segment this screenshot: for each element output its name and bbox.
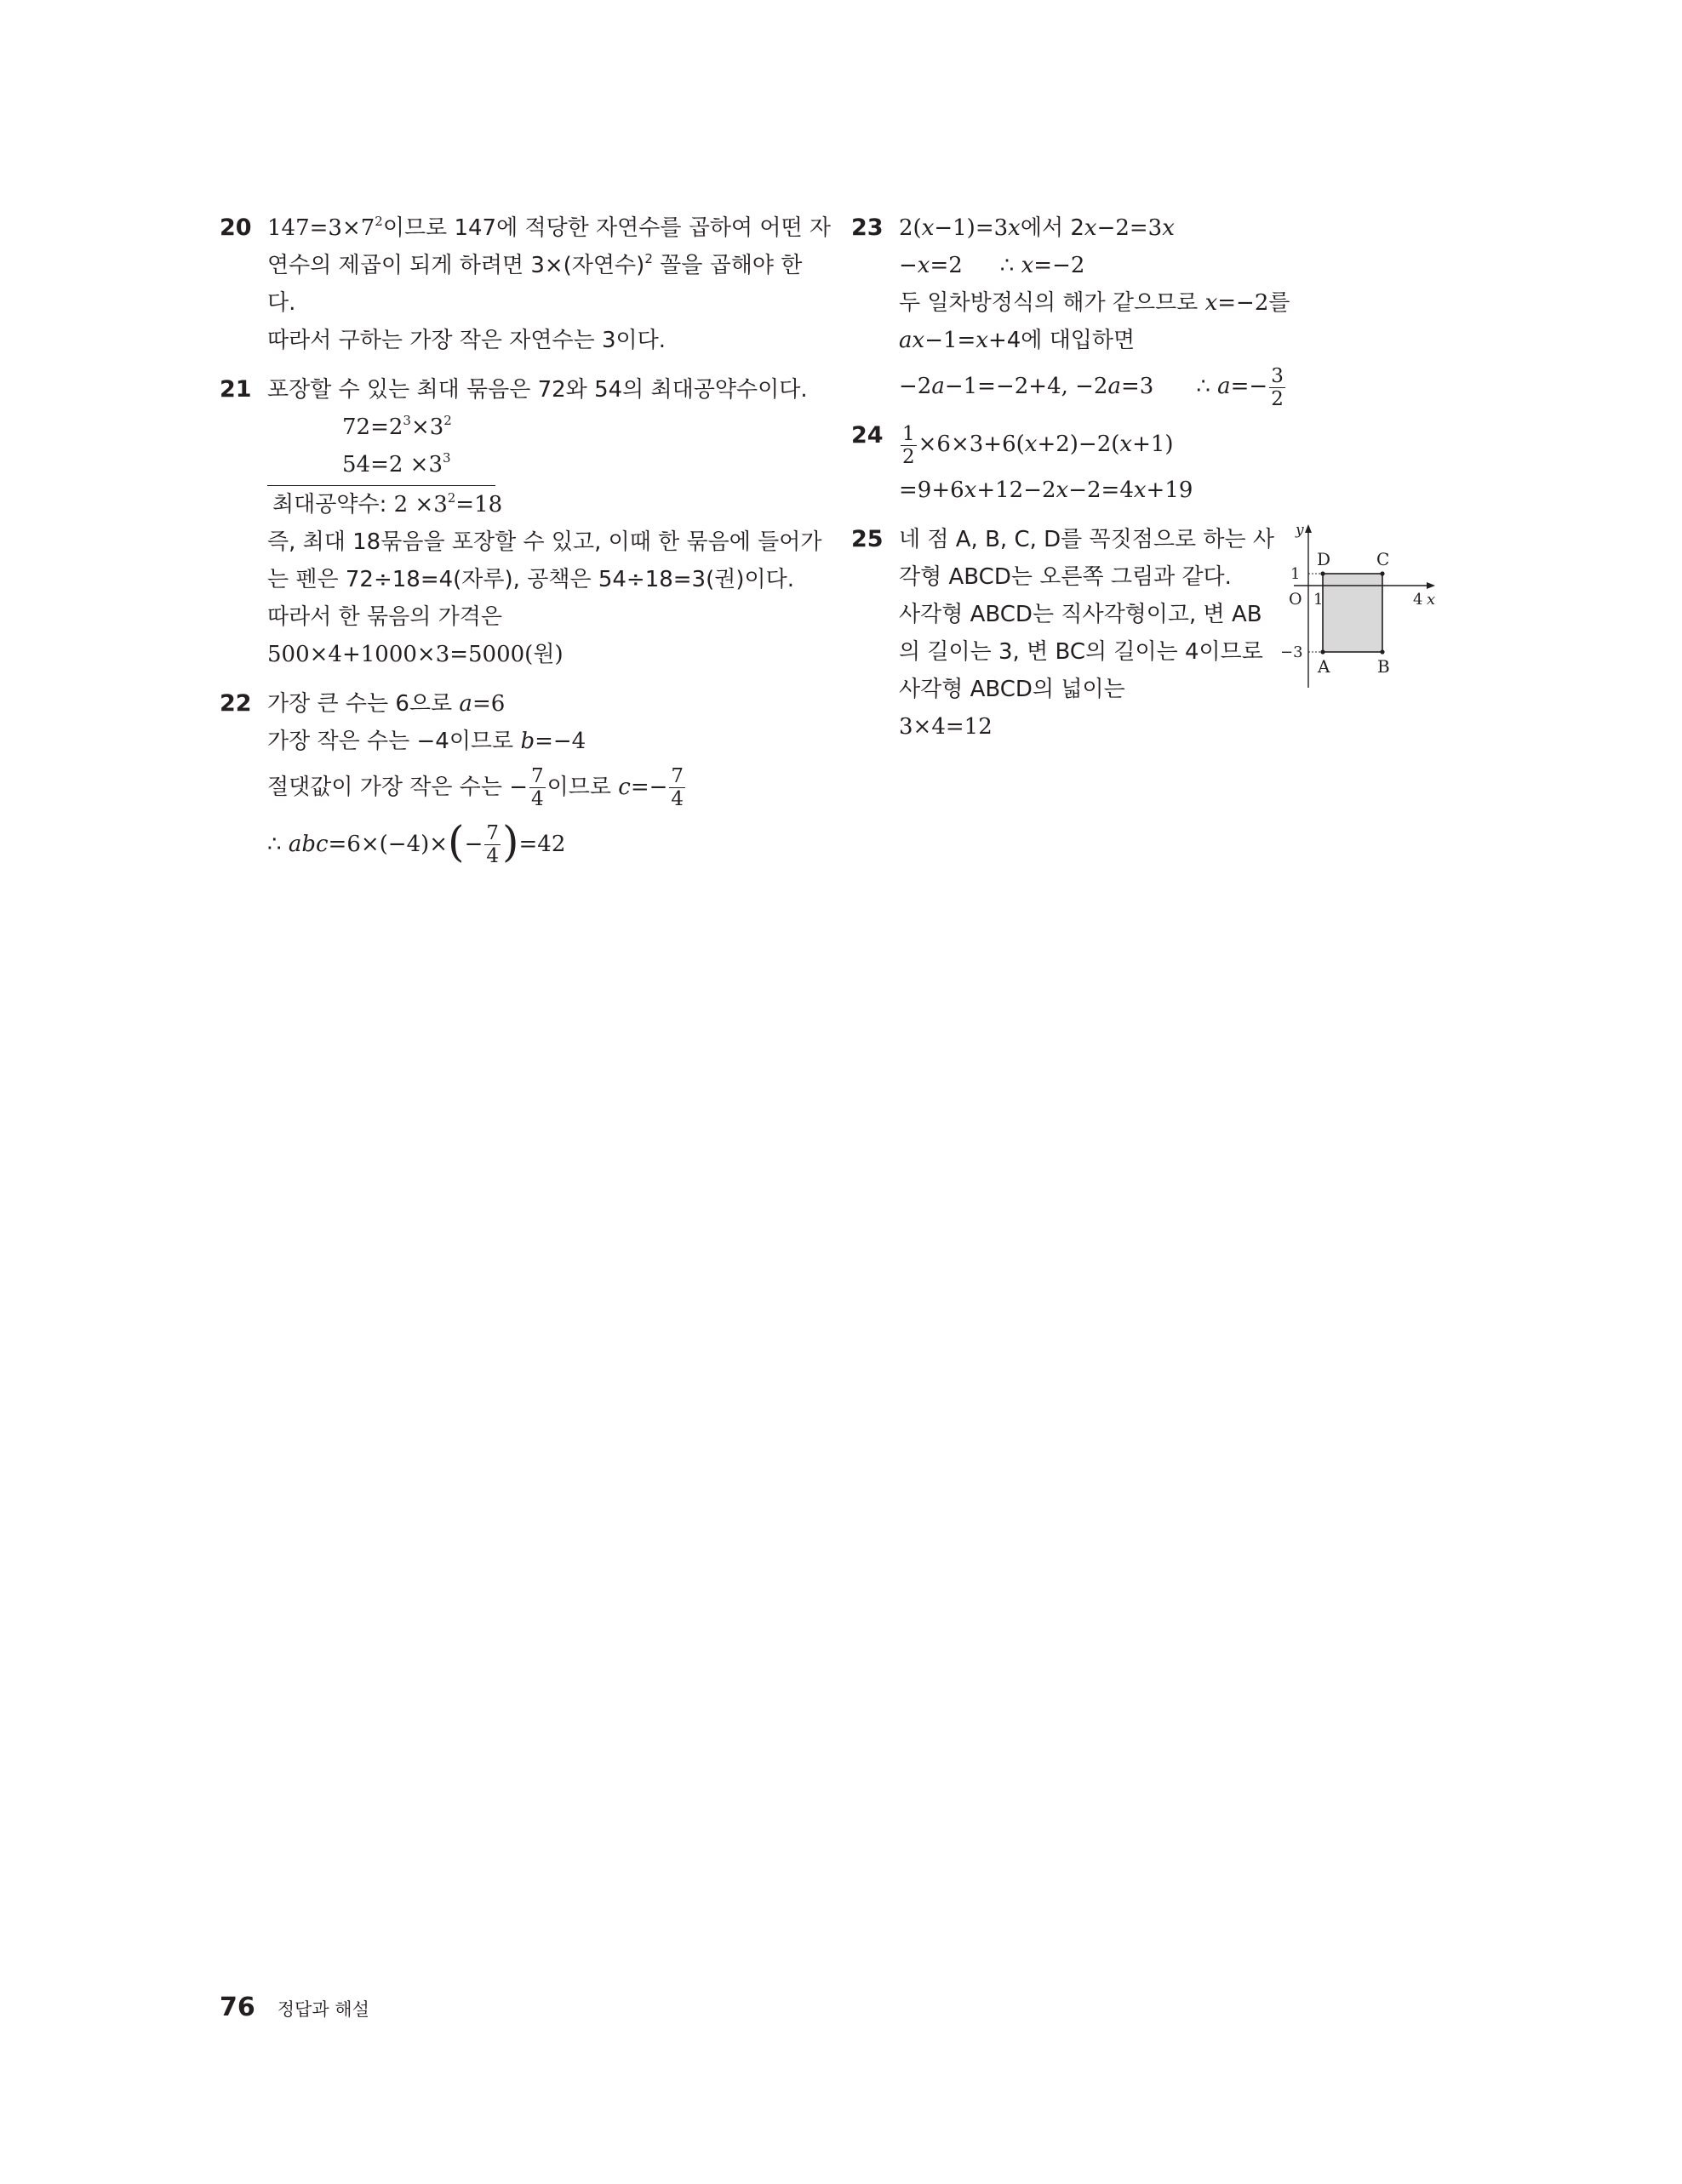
answer-line: −2a−1=−2+4, −2a=3 ∴ a=− $\frac{3}{2}$ <box>899 364 1284 410</box>
answer-line: =9+6x+12−2x−2=4x+19 <box>899 477 1193 503</box>
answer-line: 연수의 제곱이 되게 하려면 3×(자연수)$^2$ 꼴을 곱해야 한 <box>267 251 803 278</box>
answer-line: 다. <box>267 290 296 316</box>
footer-label: 정답과 해설 <box>277 1999 369 2020</box>
point-d <box>1320 571 1324 575</box>
fraction: $\frac{7}{4}$ <box>531 765 544 810</box>
fraction: $\frac{7}{4}$ <box>671 765 684 810</box>
answer-line: 포장할 수 있는 최대 묶음은 72와 54의 최대공약수이다. <box>267 377 808 403</box>
label-b: B <box>1377 656 1390 677</box>
fraction: $\frac{1}{2}$ <box>902 422 915 468</box>
tick-y-positive: 1 <box>1290 565 1301 583</box>
label-c: C <box>1376 549 1390 569</box>
coordinate-plane-figure <box>1277 521 1447 691</box>
answer-line: 2(x−1)=3x에서 2x−2=3x <box>899 215 1175 241</box>
y-axis-arrow <box>1305 524 1312 533</box>
answer-line: 각형 ABCD는 오른쪽 그림과 같다. <box>899 564 1232 590</box>
problem-23 <box>851 209 1481 414</box>
origin-label: O <box>1289 590 1302 609</box>
factorization-line: $54=2 \times 3^3$ <box>342 450 451 477</box>
x-axis-arrow <box>1427 582 1435 589</box>
answer-line: 따라서 한 묶음의 가격은 <box>267 604 502 630</box>
answer-line: 는 펜은 72÷18=4(자루), 공책은 54÷18=3(권)이다. <box>267 567 794 592</box>
answer-line: 두 일차방정식의 해가 같으므로 x=−2를 <box>899 290 1290 316</box>
answer-line: 사각형 ABCD는 직사각형이고, 변 AB <box>899 602 1262 627</box>
x-axis-label: x <box>1427 591 1436 609</box>
answer-line: $\frac{1}{2}$ ×6×3+6(x+2)−2(x+1) <box>902 422 1174 468</box>
page-number: 76 <box>220 1992 255 2022</box>
problem-number: 22 <box>220 690 252 717</box>
point-c <box>1380 571 1384 575</box>
right-column <box>851 209 1481 758</box>
point-a <box>1320 649 1324 654</box>
tick-y-negative: −3 <box>1280 643 1303 661</box>
answer-line: ax−1=x+4에 대입하면 <box>899 328 1136 353</box>
problem-number: 23 <box>851 214 884 241</box>
answer-line: 절댓값이 가장 작은 수는 − $\frac{7}{4}$ 이므로 c=− $\frac{7}{4}$ <box>267 765 684 810</box>
point-b <box>1380 649 1384 654</box>
fraction: $\frac{7}{4}$ <box>486 822 499 867</box>
answer-text <box>899 521 1274 746</box>
label-a: A <box>1318 656 1330 677</box>
problem-24 <box>851 417 1481 509</box>
answer-line: 사각형 ABCD의 넓이는 <box>899 677 1125 702</box>
tick-x-one: 1 <box>1313 591 1324 609</box>
left-column <box>220 209 832 883</box>
y-axis-label: y <box>1296 522 1304 539</box>
problem-number: 24 <box>851 422 884 449</box>
factorization-line: $72=2^3\times 3^2$ <box>342 413 452 440</box>
answer-line: ∴ abc=6×(−4)×(− $\frac{7}{4}$ )=42 <box>267 817 566 867</box>
answer-line: 가장 큰 수는 6으로 a=6 <box>267 691 506 717</box>
answer-line: 3×4=12 <box>899 714 993 740</box>
answer-line: 가장 작은 수는 −4이므로 b=−4 <box>267 729 586 754</box>
gcd-line: 최대공약수: $2 \times 3^2=18$ <box>272 490 503 517</box>
problem-20 <box>220 209 832 359</box>
problem-number: 25 <box>851 526 884 552</box>
fraction: $\frac{3}{2}$ <box>1271 364 1284 410</box>
answer-line: 의 길이는 3, 변 BC의 길이는 4이므로 <box>899 639 1263 665</box>
tick-x-four: 4 <box>1413 591 1423 609</box>
label-d: D <box>1317 549 1331 569</box>
problem-number: 20 <box>220 214 252 241</box>
answer-line: 즉, 최대 18묶음을 포장할 수 있고, 이때 한 묶음에 들어가 <box>267 529 822 555</box>
answer-line: 네 점 A, B, C, D를 꼭짓점으로 하는 사 <box>899 527 1274 552</box>
problem-number: 21 <box>220 376 252 403</box>
answer-line: $147=3\times 7^2$이므로 147에 적당한 자연수를 곱하여 어떤 자 <box>267 214 832 241</box>
problem-21 <box>220 371 822 673</box>
problem-22 <box>220 685 798 872</box>
page-footer <box>220 1992 369 2022</box>
answer-line: 500×4+1000×3=5000(원) <box>267 642 564 667</box>
answer-line: −x=2 ∴ x=−2 <box>899 253 1085 278</box>
answer-line: 따라서 구하는 가장 작은 자연수는 3이다. <box>267 328 666 353</box>
problem-25 <box>851 521 1481 746</box>
